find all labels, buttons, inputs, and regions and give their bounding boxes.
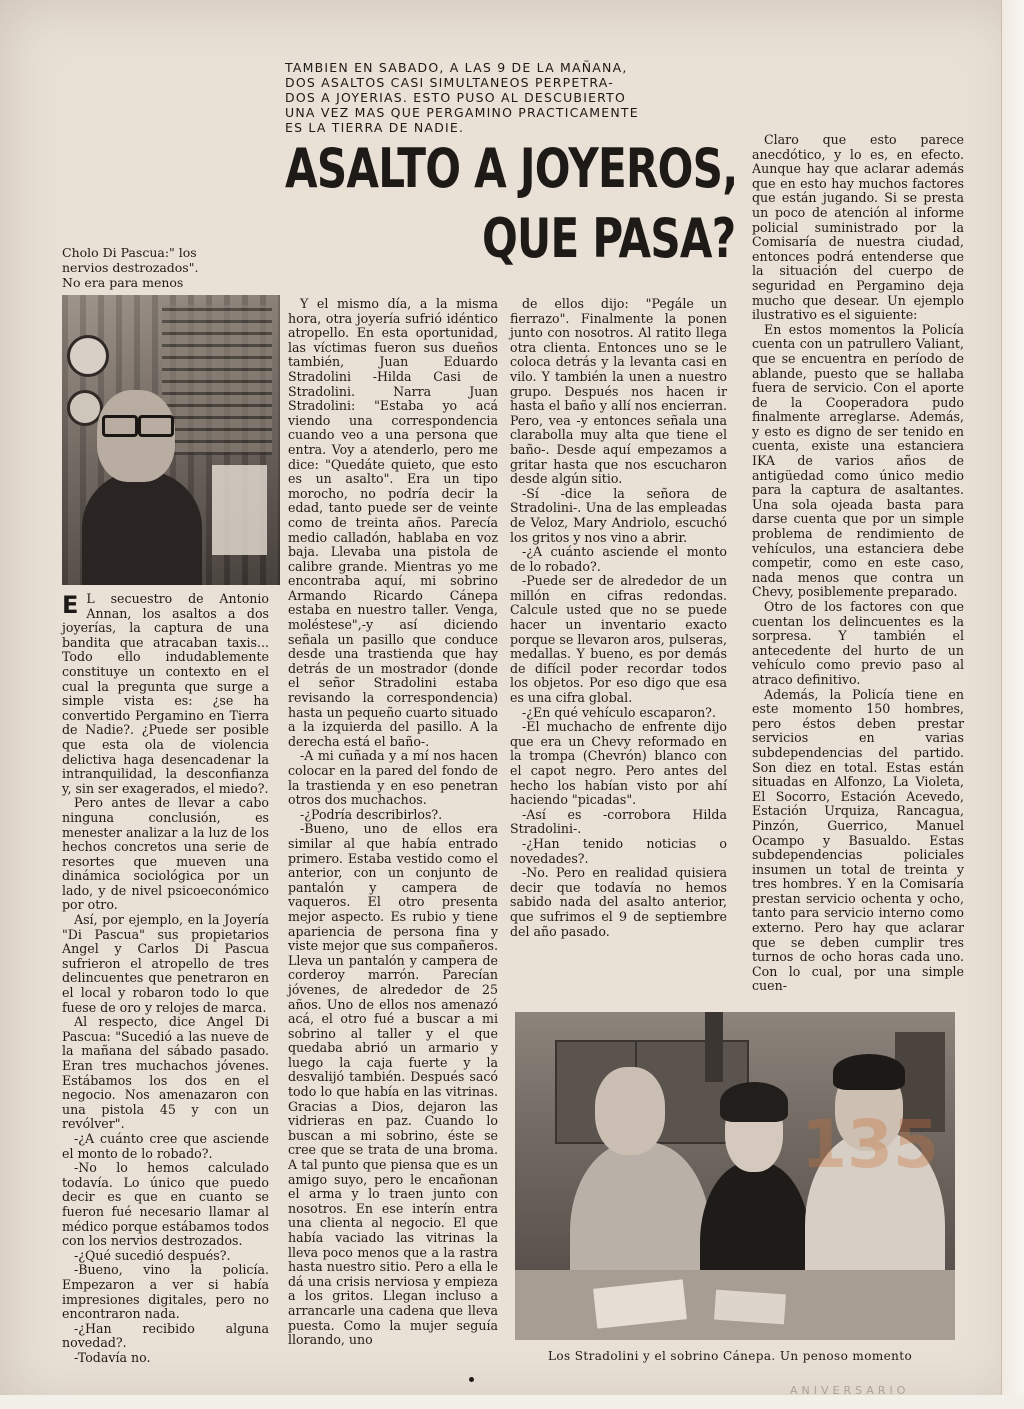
paragraph: -¿A cuánto asciende el monto de lo robado?. <box>510 544 727 574</box>
paragraph: -¿En qué vehículo escaparon?. <box>522 704 716 720</box>
photo-caption-stradolini: Los Stradolini y el sobrino Cánepa. Un penoso momento <box>548 1349 913 1363</box>
paragraph: En estos momentos la Policía cuenta con un patrullero Valiant, que se encuentra en período de ablande, puesto que se hallaba fuera de servicio. Con el aporte de la Cooperadora pudo finalmente arreglarse. Además, y esto es digno de ser tenido en cuenta, existe una estanciera IKA de varios años de antigüedad como único medio para la captura de asaltantes. Una sola ojeada basta para darse cuenta que por un simple problema de rendimiento de vehículos, una estanciera debe competir, como en este caso, nada menos que contra un Chevy, posiblemente preparado. <box>752 321 964 600</box>
article-column-4 <box>752 133 964 994</box>
photo-caption-di-pascua: Cholo Di Pascua:" los nervios destrozados". No era para menos <box>62 245 199 290</box>
paragraph: -No lo hemos calculado todavía. Lo único que puedo decir es que en cuanto se fueron fué necesario llamar al médico porque estábamos todos con los nervios destrozados. <box>62 1160 269 1249</box>
paragraph: -Bueno, vino la policía. Empezaron a ver si había impresiones digitales, pero no encontraron nada. <box>62 1262 269 1322</box>
paragraph: Claro que esto parece anecdótico, y lo es, en efecto. Aunque hay que aclarar además que en esto hay muchos factores que están jugando. Si se presta un poco de atención al informe policial suministrado por la Comisaría de nuestra ciudad, entonces podrá entenderse que la situación del cuerpo de seguridad en Pergamino deja mucho que desear. Un ejemplo ilustrativo es el siguiente: <box>752 132 964 323</box>
anniversary-stamp: 135 <box>801 1106 939 1183</box>
kicker-text: TAMBIEN EN SABADO, A LAS 9 DE LA MAÑANA, DOS ASALTOS CASI SIMULTANEOS PERPETRA- DOS A JOYERIAS. ESTO PUSO AL DESCUBIERTO UNA VEZ MAS QUE PERGAMINO PRACTICAMENTE ES LA TIERRA DE NADIE. <box>285 60 639 135</box>
paragraph: -¿Han recibido alguna novedad?. <box>62 1320 269 1351</box>
page-bottom-edge <box>0 1395 1024 1409</box>
paragraph: -Puede ser de alrededor de un millón en cifras redondas. Calcule usted que no se puede hacer un inventario exacto porque se llevaron aros, pulseras, medallas. Y bueno, es por demás de difícil poder recordar todos los objetos. Por eso digo que esa es una cifra global. <box>510 573 727 706</box>
paragraph: de ellos dijo: "Pegále un fierrazo". Finalmente la ponen junto con nosotros. Al ratito llega otra clienta. Entonces uno se le coloca detrás y la levanta casi en vilo. Y también la unen a nuestro grupo. Después nos hacen ir hasta el baño y allí nos encierran. Pero, vea -y entonces señala una clarabolla muy alta que tiene el baño-. Desde aquí empezamos a gritar hasta que nos escucharon desde algún sitio. <box>510 296 727 487</box>
paragraph: Así, por ejemplo, en la Joyería "Di Pascua" sus propietarios Angel y Carlos Di Pascua sufrieron el atropello de tres delincuentes que penetraron en el local y robaron todo lo que fuese de oro y relojes de marca. <box>62 912 269 1015</box>
paragraph: -¿Qué sucedió después?. <box>74 1247 231 1263</box>
paragraph: -Bueno, uno de ellos era similar al que había entrado primero. Estaba vestido como el anterior, con un conjunto de pantalón y campera de vaqueros. El otro presenta mejor aspecto. Es rubio y tiene apariencia de persona fina y viste mejor que sus compañeros. Lleva un pantalón y campera de corderoy marrón. Parecían jóvenes, de alrededor de 25 años. Uno de ellos nos amenazó acá, el otro fué a buscar a mi sobrino al taller y el que quedaba abrió un armario y luego la caja fuerte y la desvalijó también. Después sacó todo lo que había en las vitrinas. Gracias a Dios, dejaron las vidrieras en paz. Cuando lo buscan a mi sobrino, éste se cree que se trata de una broma. A tal punto que piensa que es un amigo suyo, pero le encañonan el arma y lo traen junto con nosotros. En ese interín entra una clienta al negocio. El que había vaciado las vitrinas la lleva poco menos que a la rastra hasta nuestro sitio. Pero a ella le dá una crisis nerviosa y empieza a los gritos. Llegan incluso a arrancarle una cadena que lleva puesta. Como la mujer seguía llorando, uno <box>288 821 498 1348</box>
paragraph: -A mi cuñada y a mí nos hacen colocar en la pared del fondo de la trastienda y en eso penetran otros dos muchachos. <box>288 748 498 808</box>
article-column-1: E L secuestro de Antonio Annan, los asaltos a dos joyerías, la captura de una bandita que atracaban taxis... Todo ello indudablemente constituye un contexto en el cual la pregunta que surge a simple vista es: ¿se ha convertido Pergamino en Tierra de Nadie?. ¿Puede ser posible que esta ola de violencia delictiva haga desencadenar la intranquilidad, la desconfianza y, sin ser exagerados, el miedo?. Pero antes de llevar a cabo ninguna conclusión, es menester analizar a la luz de los hechos concretos una serie de resortes que mueven una dinámica sociológica por un lado, y de nivel psicoeconómico por otro. Así, por ejemplo, en la Joyería "Di Pascua" sus propietarios Angel y Carlos Di Pascua sufrieron el atropello de tres delincuentes que penetraron en el local y robaron todo lo que fuese de oro y relojes de marca. Al respecto, dice Angel Di Pascua: "Sucedió a las nueve de la mañana del sábado pasado. Eran tres muchachos jóvenes. Estábamos los dos en el negocio. Nos amenazaron con una pistola 45 y con un revólver". -¿A cuánto cree que asciende el monto de lo robado?. -No lo hemos calculado todavía. Lo único que puedo decir es que en cuanto se fueron fué necesario llamar al médico porque estábamos todos con los nervios destrozados. -¿Qué sucedió después?. -Bueno, vino la policía. Empezaron a ver si había impresiones digitales, pero no encontraron nada. -¿Han recibido alguna novedad?. -Todavía no. <box>62 591 269 1365</box>
paragraph: -Sí -dice la señora de Stradolini-. Una de las empleadas de Veloz, Mary Andriolo, escuchó los gritos y nos vino a abrir. <box>510 485 727 545</box>
paragraph: -No. Pero en realidad quisiera decir que todavía no hemos sabido nada del asalto anterior, que sufrimos el 9 de septiembre del año pasado. <box>510 865 727 939</box>
article-column-2 <box>288 297 498 1348</box>
paragraph: -El muchacho de enfrente dijo que era un Chevy reformado en la trompa (Chevrón) blanco con el capot negro. Pero antes del hecho los habían visto por ahí haciendo "picadas". <box>510 719 727 808</box>
headline-line-1: ASALTO A JOYEROS, <box>285 137 738 200</box>
page-edge <box>1001 0 1024 1409</box>
article-column-3 <box>510 297 727 939</box>
photo-di-pascua <box>62 295 280 585</box>
paragraph: Y el mismo día, a la misma hora, otra joyería sufrió idéntico atropello. En esta oportunidad, las víctimas fueron sus dueños también, Juan Eduardo Stradolini -Hilda Casi de Stradolini. Narra Juan Stradolini: "Estaba yo acá viendo una correspondencia cuando veo a una persona que entra. Voy a atenderlo, pero me dice: "Quedáte quieto, que esto es un asalto". Era un tipo morocho, no podría decir la edad, tanto puede ser de veinte como de treinta años. Parecía medio calladón, hablaba en voz baja. Llevaba una pistola de calibre grande. Mientras yo me encontraba aquí, mi sobrino Armando Ricardo Cánepa estaba en nuestro taller. Venga, moléstese",-y así diciendo señala un pasillo que conduce desde una trastienda que hay detrás de un mostrador (donde el señor Stradolini estaba revisando la correspondencia) hasta un pequeño cuarto situado a la izquierda del pasillo. A la derecha está el baño-. <box>288 296 498 749</box>
headline-line-2: QUE PASA? <box>482 207 736 270</box>
drop-cap: E <box>62 591 79 619</box>
page-dot <box>469 1377 474 1382</box>
paragraph: Al respecto, dice Angel Di Pascua: "Sucedió a las nueve de la mañana del sábado pasado. Eran tres muchachos jóvenes. Estábamos los dos en el negocio. Nos amenazaron con una pistola 45 y con un revólver". <box>62 1014 269 1132</box>
paragraph: Otro de los factores con que cuentan los delincuentes es la sorpresa. Y también el antecedente del hurto de un vehículo como previo paso al atraco definitivo. <box>752 599 964 687</box>
paragraph: Pero antes de llevar a cabo ninguna conclusión, es menester analizar a la luz de los hechos concretos una serie de resortes que mueven una dinámica sociológica por un lado, y de nivel psicoeconómico por otro. <box>62 795 269 913</box>
paragraph: -¿Podría describirlos?. <box>300 806 443 822</box>
paragraph: Además, la Policía tiene en este momento 150 hombres, pero éstos deben prestar servicios en varias subdependencias del partido. Son diez en total. Estas están situadas en Alfonzo, La Violeta, El Socorro, Estación Acevedo, Estación Urquiza, Rancagua, Pinzón, Guerrico, Manuel Ocampo y Basualdo. Estas subdependencias policiales insumen un total de treinta y tres hombres. Y en la Comisaría prestan servicio ochenta y ocho, tanto para servicio interno como externo. Pero hay que aclarar que se deben cumplir tres turnos de ocho horas cada uno. Con lo cual, por una simple cuen- <box>752 686 964 994</box>
paragraph: -Todavía no. <box>74 1349 151 1365</box>
paragraph: -¿A cuánto cree que asciende el monto de lo robado?. <box>62 1130 269 1161</box>
paragraph: -¿Han tenido noticias o novedades?. <box>510 835 727 866</box>
paragraph: -Así es -corrobora Hilda Stradolini-. <box>510 806 727 837</box>
anniversary-word: ANIVERSARIO <box>790 1384 910 1397</box>
